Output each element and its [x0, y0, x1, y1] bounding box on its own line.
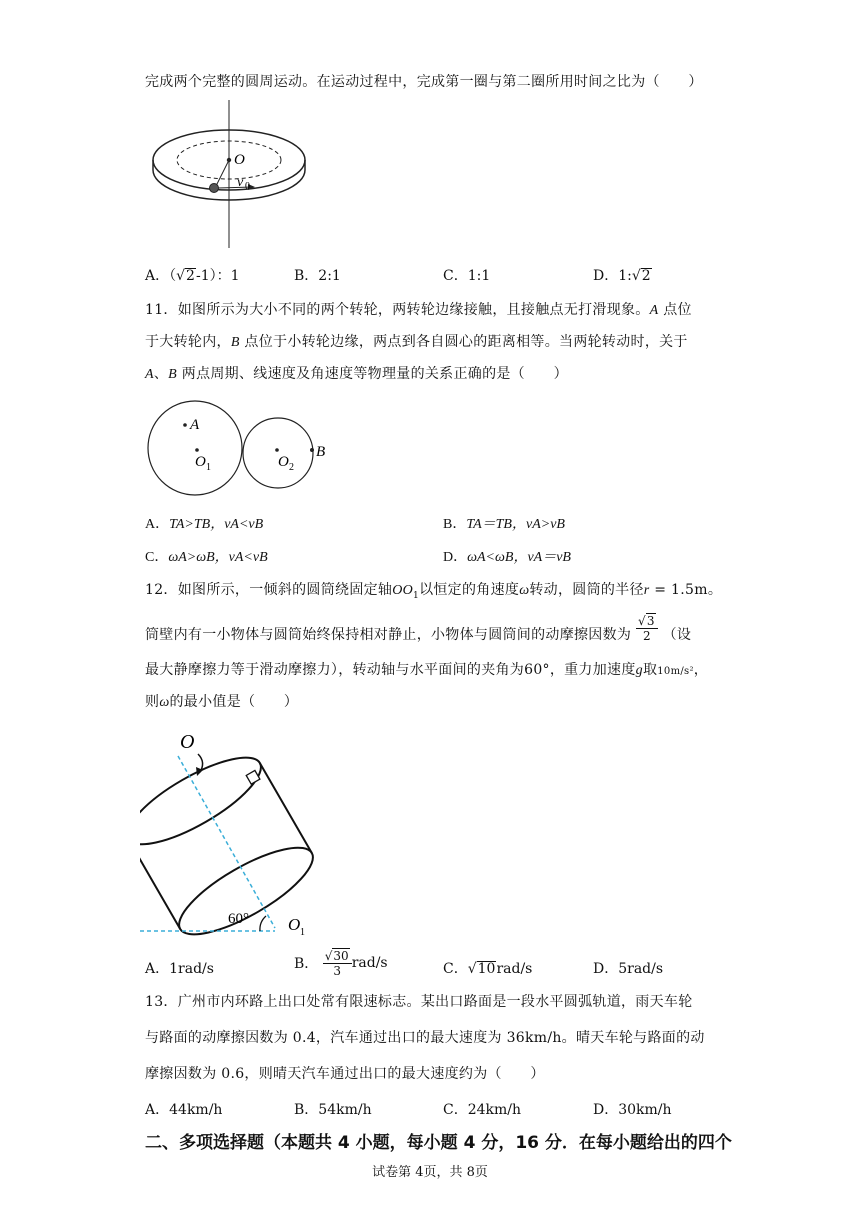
q12-fig-label-o: O — [180, 731, 195, 753]
q11-fig-label-b: B — [316, 444, 326, 460]
q11-figure — [145, 398, 345, 500]
q12-figure — [140, 728, 315, 943]
q12-option-b: B． $\frac{√30}{3}$ rad/s — [294, 949, 388, 978]
q11-line-3: A、B 两点周期、线速度及角速度等物理量的关系正确的是（ ） — [145, 366, 568, 382]
q11-option-d: D．ωA<ωB，vA＝vB — [443, 550, 571, 565]
page-footer: 试卷第 4页，共 8页 — [372, 1165, 488, 1180]
q10-option-a: A．（√2-1）：1 — [145, 268, 240, 284]
q11-fig-label-o1: O — [195, 454, 206, 470]
q11-fig-label-a: A — [190, 417, 200, 433]
q12-fig-label-angle: 60° — [228, 911, 249, 927]
q10-option-c: C．1:1 — [443, 268, 491, 284]
q12-fig-label-o1-sub: 1 — [300, 927, 305, 938]
q11-line-2: 于大转轮内，B 点位于小转轮边缘，两点到各自圆心的距离相等。当两轮转动时，关于 — [145, 334, 688, 350]
q12-fig-label-o1: O — [288, 915, 301, 934]
q13-line-2: 与路面的动摩擦因数为 0.4，汽车通过出口的最大速度为 36km/h。晴天车轮与路面的动 — [145, 1030, 705, 1046]
section-2-heading: 二、多项选择题（本题共 4 小题，每小题 4 分，16 分．在每小题给出的四个 — [145, 1133, 732, 1153]
q13-option-b: B．54km/h — [294, 1102, 372, 1118]
q11-option-c: C．ωA>ωB，vA<vB — [145, 550, 268, 565]
q11-fig-label-o2: O — [278, 454, 289, 470]
q11-fig-label-o1-sub: 1 — [206, 462, 211, 473]
q13-line-3: 摩擦因数为 0.6，则晴天汽车通过出口的最大速度约为（ ） — [145, 1066, 545, 1082]
q12-option-d: D．5rad/s — [593, 961, 664, 977]
q10-fig-label-v: v — [237, 175, 244, 190]
q10-option-d: D．1:√2 — [593, 268, 651, 284]
q12-line-3: 最大静摩擦力等于滑动摩擦力），转动轴与水平面间的夹角为60°，重力加速度g取10m/s²， — [145, 662, 709, 678]
q10-option-b: B．2:1 — [294, 268, 341, 284]
q12-option-c: C．√10rad/s — [443, 961, 533, 977]
q10-fig-label-v-sub: 0 — [245, 181, 250, 192]
q10-fig-label-o: O — [234, 152, 245, 168]
q10-stem-tail: 完成两个完整的圆周运动。在运动过程中，完成第一圈与第二圈所用时间之比为（ ） — [145, 74, 703, 90]
q12-line-4: 则ω的最小值是（ ） — [145, 694, 299, 710]
q13-option-c: C．24km/h — [443, 1102, 522, 1118]
q11-line-1: 11．如图所示为大小不同的两个转轮，两转轮边缘接触，且接触点无打滑现象。A 点位 — [145, 302, 692, 318]
q13-option-a: A．44km/h — [145, 1102, 223, 1118]
q11-option-a: A．TA>TB，vA<vB — [145, 517, 264, 532]
q12-option-a: A．1rad/s — [145, 961, 214, 977]
q12-line-1: 12．如图所示，一倾斜的圆筒绕固定轴$OO_1$以恒定的角速度ω转动，圆筒的半径r = 1.5m。 — [145, 582, 723, 601]
q13-line-1: 13．广州市内环路上出口处常有限速标志。某出口路面是一段水平圆弧轨道，雨天车轮 — [145, 994, 693, 1010]
q13-option-d: D．30km/h — [593, 1102, 672, 1118]
q12-line-2: 筒壁内有一小物体与圆筒始终保持相对静止，小物体与圆筒间的动摩擦因数为 $\frac{√3}{2}$ （设 — [145, 614, 692, 643]
q10-figure — [145, 100, 320, 250]
q11-fig-label-o2-sub: 2 — [289, 462, 294, 473]
q11-option-b: B．TA＝TB，vA>vB — [443, 517, 565, 532]
